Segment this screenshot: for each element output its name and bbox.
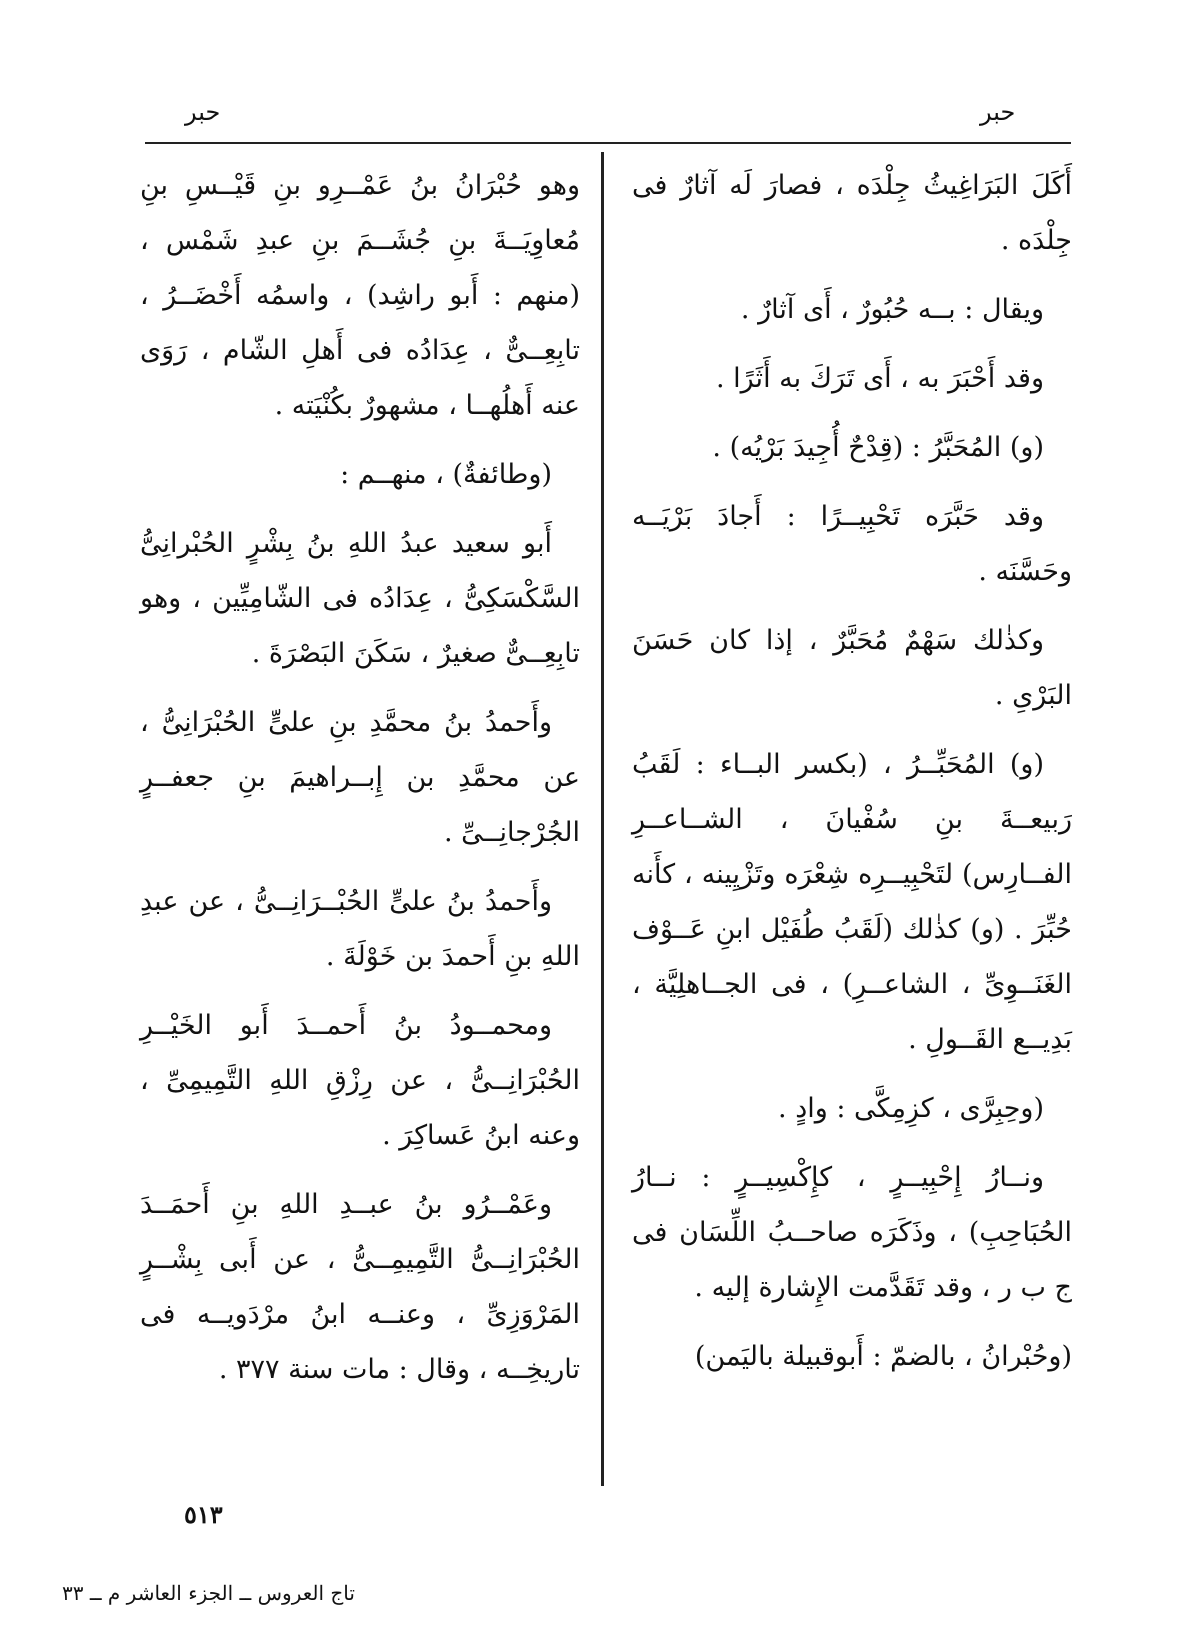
paragraph: ومحمــودُ بنُ أَحمــدَ أَبو الخَيْــرِ الحُبْرَانِــىُّ ، عن رِزْقِ اللهِ التَّمِيمِىِّ ، وعنه ابنُ عَساكِرَ . (140, 1010, 580, 1151)
page-number: ٥١٣ (184, 1500, 223, 1529)
page-footer: تاج العروس ــ الجزء العاشر م ــ ٣٣ (62, 1581, 355, 1605)
paragraph: ونــارُ إِحْبِيــرٍ ، كإِكْسِيــرٍ : نــارُ الحُبَاحِبِ) ، وذَكَرَه صاحــبُ اللِّسَان فى ج ب ر ، وقد تَقَدَّمت الإِشارة إليه . (632, 1162, 1072, 1303)
right-column (632, 158, 1072, 1398)
paragraph: (وحُبْرانُ ، بالضمّ : أَبوقبيلة باليَمن) (694, 1341, 1072, 1372)
paragraph: (وحِبِرَّى ، كزِمِكَّى : وادٍ . (778, 1093, 1044, 1124)
paragraph: وقد حَبَّرَه تَحْبِيــرًا : أَجادَ بَرْيَــه وحَسَّنَه . (632, 501, 1072, 587)
paragraph: أَكَلَ البَرَاغِيثُ جِلْدَه ، فصارَ لَه آثارٌ فى جِلْدَه . (632, 170, 1072, 256)
left-column (140, 158, 580, 1411)
paragraph: أَبو سعيد عبدُ اللهِ بنُ بِشْرٍ الحُبْرانِىُّ السَّكْسَكِىُّ ، عِدَادُه فى الشّامِيِّين ، وهو تابِعِــىٌّ صغيرٌ ، سَكَنَ البَصْرَةَ . (140, 528, 580, 669)
header-rule (145, 142, 1071, 144)
paragraph: ويقال : بــه حُبُورٌ ، أَى آثارٌ . (740, 294, 1044, 325)
paragraph: وأَحمدُ بنُ محمَّدِ بنِ علىٍّ الحُبْرَانِىُّ ، عن محمَّدِ بن إِبــراهيمَ بنِ جعفــرٍ الجُرْجانِــىِّ . (140, 707, 580, 848)
running-head-left: حبر (185, 98, 221, 126)
paragraph: وأَحمدُ بنُ علىٍّ الحُبْــرَانِــىُّ ، عن عبدِ اللهِ بنِ أَحمدَ بن خَوْلَةَ . (140, 886, 580, 972)
paragraph: (و) المُحَبِّــرُ ، (بكسر البــاء : لَقَبُ رَبيعــةَ بنِ سُفْيانَ ، الشــاعــرِ الفــارِس) لتَحْبِيــرِه شِعْرَه وتَزْيِينه ، كأَنه حُبِّرَ . (و) كذٰلك (لَقَبُ طُفَيْل ابنِ عَــوْف الغَنَــوِىِّ ، الشاعــرِ) ، فى الجــاهلِيَّة ، بَدِيــع القَــولِ . (632, 749, 1072, 1055)
paragraph: وعَمْــرُو بنُ عبــدِ اللهِ بنِ أَحمَــدَ الحُبْرَانِــىُّ التَّمِيمِــىُّ ، عن أَبى بِشْــرٍ المَرْوَزِىِّ ، وعنــه ابنُ مرْدَويــه فى تاريخِــه ، وقال : مات سنة ٣٧٧ . (140, 1189, 580, 1385)
running-head-right: حبر (980, 98, 1016, 126)
paragraph: (وطائفةٌ) ، منهــم : (340, 459, 552, 490)
paragraph: وهو حُبْرَانُ بنُ عَمْــرِو بنِ قَيْــسِ بنِ مُعاوِيَــةَ بنِ جُشَــمَ بنِ عبدِ شَمْس ، (منهم : أَبو راشِد) ، واسمُه أَخْضَــرُ ، تابِعِــىٌّ ، عِدَادُه فى أَهلِ الشّام ، رَوَى عنه أَهلُهــا ، مشهورٌ بكُنْيَته . (140, 170, 580, 421)
column-divider (601, 152, 604, 1486)
paragraph: (و) المُحَبَّرُ : (قِدْحٌ أُجِيدَ بَرْيُه) . (712, 432, 1044, 463)
paragraph: وكذٰلك سَهْمٌ مُحَبَّرٌ ، إذا كان حَسَنَ البَرْىِ . (632, 625, 1072, 711)
paragraph: وقد أَحْبَرَ به ، أَى تَرَكَ به أَثَرًا . (715, 363, 1044, 394)
